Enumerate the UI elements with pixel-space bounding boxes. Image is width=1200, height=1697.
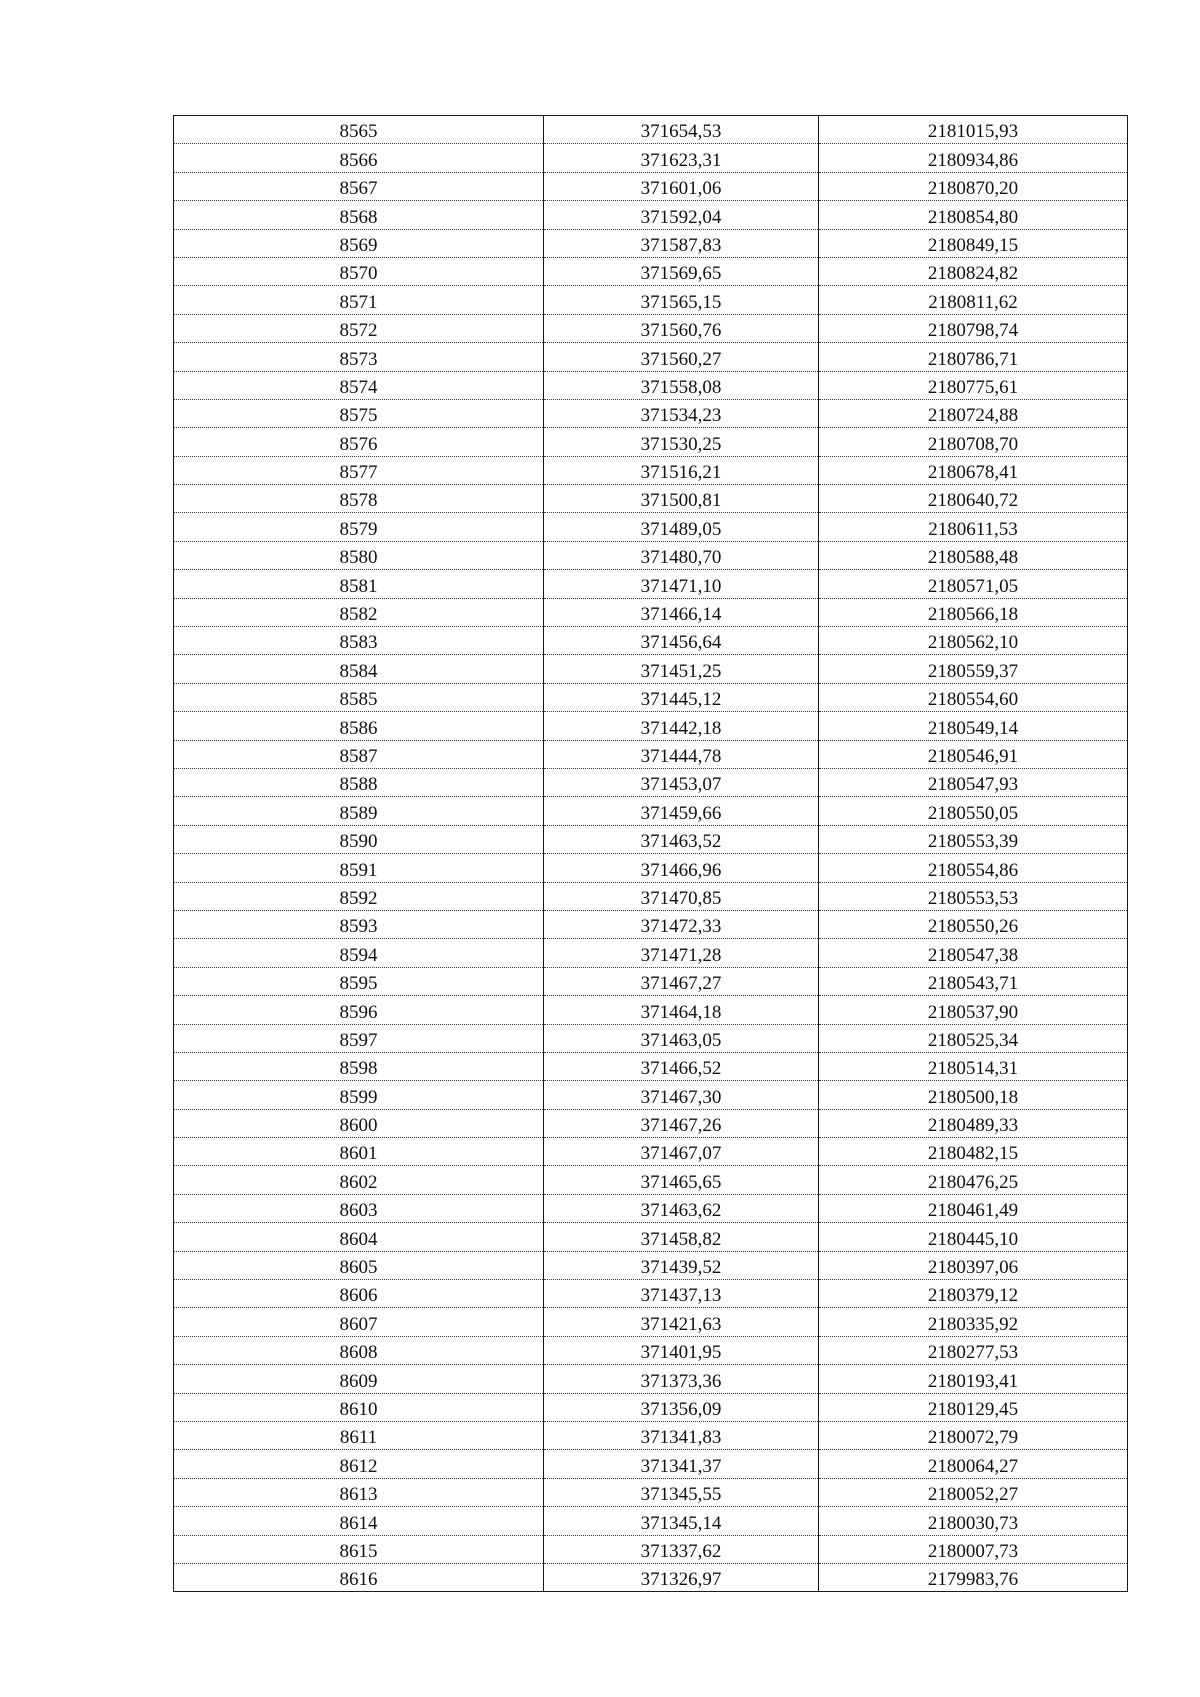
y-coordinate-cell: 2180724,88: [819, 399, 1128, 427]
table-row: [174, 967, 1128, 995]
table-row: [174, 1478, 1128, 1506]
point-number-cell: 8575: [174, 399, 544, 427]
table-row: [174, 1280, 1128, 1308]
table-row: [174, 655, 1128, 683]
point-number-cell: 8572: [174, 314, 544, 342]
point-number-cell: 8592: [174, 882, 544, 910]
x-coordinate-cell: 371463,62: [544, 1194, 819, 1222]
point-number-cell: 8565: [174, 116, 544, 144]
y-coordinate-cell: 2180588,48: [819, 541, 1128, 569]
table-row: [174, 854, 1128, 882]
x-coordinate-cell: 371480,70: [544, 541, 819, 569]
x-coordinate-cell: 371465,65: [544, 1166, 819, 1194]
point-number-cell: 8609: [174, 1365, 544, 1393]
point-number-cell: 8583: [174, 627, 544, 655]
y-coordinate-cell: 2180007,73: [819, 1535, 1128, 1563]
y-coordinate-cell: 2180546,91: [819, 740, 1128, 768]
x-coordinate-cell: 371500,81: [544, 485, 819, 513]
y-coordinate-cell: 2180571,05: [819, 570, 1128, 598]
y-coordinate-cell: 2180554,60: [819, 683, 1128, 711]
point-number-cell: 8597: [174, 1024, 544, 1052]
x-coordinate-cell: 371345,55: [544, 1478, 819, 1506]
y-coordinate-cell: 2180537,90: [819, 996, 1128, 1024]
x-coordinate-cell: 371471,28: [544, 939, 819, 967]
y-coordinate-cell: 2180934,86: [819, 144, 1128, 172]
x-coordinate-cell: 371356,09: [544, 1393, 819, 1421]
y-coordinate-cell: 2180030,73: [819, 1507, 1128, 1535]
table-row: [174, 456, 1128, 484]
table-row: [174, 1421, 1128, 1449]
table-row: [174, 910, 1128, 938]
x-coordinate-cell: 371601,06: [544, 172, 819, 200]
point-number-cell: 8591: [174, 854, 544, 882]
y-coordinate-cell: 2180553,53: [819, 882, 1128, 910]
y-coordinate-cell: 2180562,10: [819, 627, 1128, 655]
x-coordinate-cell: 371341,83: [544, 1421, 819, 1449]
point-number-cell: 8612: [174, 1450, 544, 1478]
x-coordinate-cell: 371401,95: [544, 1336, 819, 1364]
y-coordinate-cell: 2180553,39: [819, 825, 1128, 853]
table-row: [174, 768, 1128, 796]
y-coordinate-cell: 2180547,93: [819, 768, 1128, 796]
x-coordinate-cell: 371534,23: [544, 399, 819, 427]
y-coordinate-cell: 2180335,92: [819, 1308, 1128, 1336]
x-coordinate-cell: 371470,85: [544, 882, 819, 910]
y-coordinate-cell: 2180543,71: [819, 967, 1128, 995]
point-number-cell: 8598: [174, 1052, 544, 1080]
table-row: [174, 627, 1128, 655]
y-coordinate-cell: 2180064,27: [819, 1450, 1128, 1478]
point-number-cell: 8580: [174, 541, 544, 569]
x-coordinate-cell: 371623,31: [544, 144, 819, 172]
table-row: [174, 144, 1128, 172]
table-row: [174, 428, 1128, 456]
point-number-cell: 8566: [174, 144, 544, 172]
x-coordinate-cell: 371489,05: [544, 513, 819, 541]
table-row: [174, 485, 1128, 513]
point-number-cell: 8579: [174, 513, 544, 541]
y-coordinate-cell: 2180489,33: [819, 1109, 1128, 1137]
x-coordinate-cell: 371459,66: [544, 797, 819, 825]
point-number-cell: 8574: [174, 371, 544, 399]
y-coordinate-cell: 2180559,37: [819, 655, 1128, 683]
table-row: [174, 1507, 1128, 1535]
y-coordinate-cell: 2180611,53: [819, 513, 1128, 541]
table-row: [174, 1535, 1128, 1563]
table-row: [174, 314, 1128, 342]
table-row: [174, 825, 1128, 853]
table-row: [174, 541, 1128, 569]
point-number-cell: 8570: [174, 257, 544, 285]
x-coordinate-cell: 371467,07: [544, 1138, 819, 1166]
x-coordinate-cell: 371569,65: [544, 257, 819, 285]
y-coordinate-cell: 2180824,82: [819, 257, 1128, 285]
y-coordinate-cell: 2180482,15: [819, 1138, 1128, 1166]
table-row: [174, 1109, 1128, 1137]
x-coordinate-cell: 371471,10: [544, 570, 819, 598]
point-number-cell: 8613: [174, 1478, 544, 1506]
y-coordinate-cell: 2180193,41: [819, 1365, 1128, 1393]
x-coordinate-cell: 371654,53: [544, 116, 819, 144]
x-coordinate-cell: 371444,78: [544, 740, 819, 768]
x-coordinate-cell: 371453,07: [544, 768, 819, 796]
y-coordinate-cell: 2180525,34: [819, 1024, 1128, 1052]
x-coordinate-cell: 371587,83: [544, 229, 819, 257]
table-row: [174, 1052, 1128, 1080]
x-coordinate-cell: 371451,25: [544, 655, 819, 683]
y-coordinate-cell: 2180379,12: [819, 1280, 1128, 1308]
point-number-cell: 8607: [174, 1308, 544, 1336]
x-coordinate-cell: 371442,18: [544, 712, 819, 740]
point-number-cell: 8610: [174, 1393, 544, 1421]
table-row: [174, 740, 1128, 768]
table-row: [174, 172, 1128, 200]
table-row: [174, 257, 1128, 285]
x-coordinate-cell: 371373,36: [544, 1365, 819, 1393]
y-coordinate-cell: 2180547,38: [819, 939, 1128, 967]
y-coordinate-cell: 2180445,10: [819, 1223, 1128, 1251]
y-coordinate-cell: 2180678,41: [819, 456, 1128, 484]
y-coordinate-cell: 2180549,14: [819, 712, 1128, 740]
table-row: [174, 286, 1128, 314]
table-row: [174, 371, 1128, 399]
y-coordinate-cell: 2180554,86: [819, 854, 1128, 882]
x-coordinate-cell: 371345,14: [544, 1507, 819, 1535]
x-coordinate-cell: 371560,27: [544, 343, 819, 371]
point-number-cell: 8577: [174, 456, 544, 484]
point-number-cell: 8588: [174, 768, 544, 796]
x-coordinate-cell: 371458,82: [544, 1223, 819, 1251]
table-row: [174, 1194, 1128, 1222]
point-number-cell: 8584: [174, 655, 544, 683]
point-number-cell: 8581: [174, 570, 544, 598]
x-coordinate-cell: 371326,97: [544, 1563, 819, 1591]
point-number-cell: 8589: [174, 797, 544, 825]
point-number-cell: 8596: [174, 996, 544, 1024]
y-coordinate-cell: 2179983,76: [819, 1563, 1128, 1591]
point-number-cell: 8578: [174, 485, 544, 513]
point-number-cell: 8567: [174, 172, 544, 200]
point-number-cell: 8586: [174, 712, 544, 740]
point-number-cell: 8593: [174, 910, 544, 938]
table-row: [174, 1450, 1128, 1478]
x-coordinate-cell: 371466,52: [544, 1052, 819, 1080]
point-number-cell: 8606: [174, 1280, 544, 1308]
table-row: [174, 570, 1128, 598]
x-coordinate-cell: 371466,96: [544, 854, 819, 882]
point-number-cell: 8600: [174, 1109, 544, 1137]
y-coordinate-cell: 2180277,53: [819, 1336, 1128, 1364]
x-coordinate-cell: 371558,08: [544, 371, 819, 399]
point-number-cell: 8604: [174, 1223, 544, 1251]
point-number-cell: 8576: [174, 428, 544, 456]
point-number-cell: 8611: [174, 1421, 544, 1449]
y-coordinate-cell: 2180708,70: [819, 428, 1128, 456]
point-number-cell: 8587: [174, 740, 544, 768]
point-number-cell: 8595: [174, 967, 544, 995]
y-coordinate-cell: 2180786,71: [819, 343, 1128, 371]
y-coordinate-cell: 2180566,18: [819, 598, 1128, 626]
y-coordinate-cell: 2180514,31: [819, 1052, 1128, 1080]
point-number-cell: 8603: [174, 1194, 544, 1222]
x-coordinate-cell: 371437,13: [544, 1280, 819, 1308]
point-number-cell: 8614: [174, 1507, 544, 1535]
table-row: [174, 399, 1128, 427]
x-coordinate-cell: 371467,26: [544, 1109, 819, 1137]
table-row: [174, 712, 1128, 740]
x-coordinate-cell: 371560,76: [544, 314, 819, 342]
point-number-cell: 8590: [174, 825, 544, 853]
table-row: [174, 1138, 1128, 1166]
table-row: [174, 1563, 1128, 1591]
y-coordinate-cell: 2180854,80: [819, 201, 1128, 229]
table-row: [174, 683, 1128, 711]
point-number-cell: 8608: [174, 1336, 544, 1364]
table-row: [174, 1336, 1128, 1364]
x-coordinate-cell: 371456,64: [544, 627, 819, 655]
table-row: [174, 229, 1128, 257]
table-row: [174, 996, 1128, 1024]
point-number-cell: 8573: [174, 343, 544, 371]
table-row: [174, 598, 1128, 626]
table-row: [174, 797, 1128, 825]
point-number-cell: 8616: [174, 1563, 544, 1591]
table-row: [174, 1251, 1128, 1279]
point-number-cell: 8569: [174, 229, 544, 257]
point-number-cell: 8571: [174, 286, 544, 314]
x-coordinate-cell: 371337,62: [544, 1535, 819, 1563]
table-row: [174, 1024, 1128, 1052]
table-row: [174, 513, 1128, 541]
x-coordinate-cell: 371421,63: [544, 1308, 819, 1336]
table-row: [174, 1308, 1128, 1336]
x-coordinate-cell: 371565,15: [544, 286, 819, 314]
y-coordinate-cell: 2180640,72: [819, 485, 1128, 513]
coordinates-table-body: [174, 116, 1128, 1592]
y-coordinate-cell: 2180550,26: [819, 910, 1128, 938]
x-coordinate-cell: 371463,05: [544, 1024, 819, 1052]
y-coordinate-cell: 2180072,79: [819, 1421, 1128, 1449]
table-row: [174, 1365, 1128, 1393]
y-coordinate-cell: 2180798,74: [819, 314, 1128, 342]
x-coordinate-cell: 371530,25: [544, 428, 819, 456]
table-row: [174, 201, 1128, 229]
x-coordinate-cell: 371592,04: [544, 201, 819, 229]
point-number-cell: 8582: [174, 598, 544, 626]
table-row: [174, 116, 1128, 144]
table-row: [174, 939, 1128, 967]
x-coordinate-cell: 371439,52: [544, 1251, 819, 1279]
table-row: [174, 1166, 1128, 1194]
x-coordinate-cell: 371464,18: [544, 996, 819, 1024]
table-row: [174, 1223, 1128, 1251]
y-coordinate-cell: 2180397,06: [819, 1251, 1128, 1279]
x-coordinate-cell: 371445,12: [544, 683, 819, 711]
x-coordinate-cell: 371467,30: [544, 1081, 819, 1109]
x-coordinate-cell: 371463,52: [544, 825, 819, 853]
coordinates-table: [173, 115, 1128, 1592]
table-row: [174, 1393, 1128, 1421]
table-row: [174, 882, 1128, 910]
y-coordinate-cell: 2180500,18: [819, 1081, 1128, 1109]
point-number-cell: 8594: [174, 939, 544, 967]
point-number-cell: 8599: [174, 1081, 544, 1109]
point-number-cell: 8615: [174, 1535, 544, 1563]
y-coordinate-cell: 2180550,05: [819, 797, 1128, 825]
point-number-cell: 8605: [174, 1251, 544, 1279]
table-row: [174, 1081, 1128, 1109]
point-number-cell: 8601: [174, 1138, 544, 1166]
y-coordinate-cell: 2180775,61: [819, 371, 1128, 399]
x-coordinate-cell: 371467,27: [544, 967, 819, 995]
table-row: [174, 343, 1128, 371]
x-coordinate-cell: 371472,33: [544, 910, 819, 938]
y-coordinate-cell: 2181015,93: [819, 116, 1128, 144]
y-coordinate-cell: 2180811,62: [819, 286, 1128, 314]
point-number-cell: 8602: [174, 1166, 544, 1194]
x-coordinate-cell: 371466,14: [544, 598, 819, 626]
y-coordinate-cell: 2180129,45: [819, 1393, 1128, 1421]
y-coordinate-cell: 2180870,20: [819, 172, 1128, 200]
x-coordinate-cell: 371341,37: [544, 1450, 819, 1478]
point-number-cell: 8585: [174, 683, 544, 711]
point-number-cell: 8568: [174, 201, 544, 229]
y-coordinate-cell: 2180052,27: [819, 1478, 1128, 1506]
y-coordinate-cell: 2180461,49: [819, 1194, 1128, 1222]
y-coordinate-cell: 2180476,25: [819, 1166, 1128, 1194]
y-coordinate-cell: 2180849,15: [819, 229, 1128, 257]
x-coordinate-cell: 371516,21: [544, 456, 819, 484]
